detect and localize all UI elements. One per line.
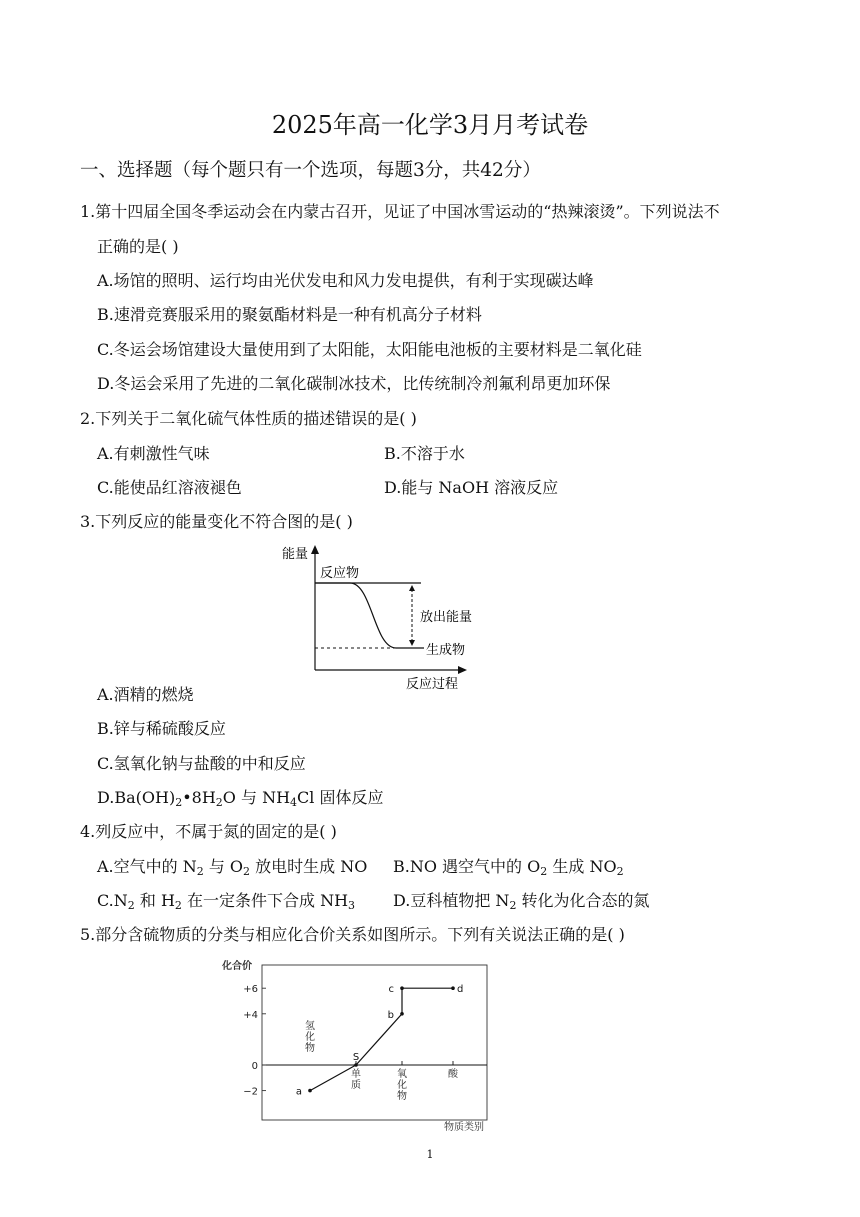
q4-option-b: B.NO 遇空气中的 $O_2$ 生成 $NO_2$	[393, 857, 624, 878]
product-label: 生成物	[426, 643, 466, 658]
energy-diagram	[278, 542, 478, 692]
point-label: S	[352, 1052, 360, 1063]
point-b	[400, 1012, 404, 1016]
category-label-char: 氧	[397, 1069, 407, 1080]
connector-line	[310, 1065, 356, 1091]
q1-option-a: A.场馆的照明、运行均由光伏发电和风力发电提供，有利于实现碳达峰	[97, 271, 594, 290]
q3-stem: 3.下列反应的能量变化不符合图的是( )	[80, 512, 353, 531]
q4-option-c: $C.N_2$ 和 $H_2$ 在一定条件下合成 $NH_3$	[97, 891, 356, 912]
point-label: b	[387, 1009, 394, 1021]
q2-option-d: D.能与 NaOH 溶液反应	[384, 478, 559, 497]
category-label-char: 化	[305, 1032, 315, 1043]
connector-line	[356, 1014, 402, 1065]
y-tick-label: −2	[243, 1086, 258, 1098]
point-c	[400, 986, 404, 990]
q2-option-a: A.有刺激性气味	[97, 444, 210, 463]
q3-option-b: B.锌与稀硫酸反应	[97, 719, 226, 738]
q1-option-b: B.速滑竞赛服采用的聚氨酯材料是一种有机高分子材料	[97, 305, 482, 324]
point-label: d	[457, 984, 464, 996]
category-axis-label: 物质类别	[444, 1122, 484, 1133]
q3-option-d: $D.Ba(OH)_2•8H_2O$ 与 $NH_4Cl$ 固体反应	[97, 788, 384, 809]
q1-option-d: D.冬运会采用了先进的二氧化碳制冰技术，比传统制冷剂氟利昂更加环保	[97, 374, 611, 393]
category-label-char: 物	[397, 1091, 407, 1102]
q4-stem: 4.列反应中，不属于氮的固定的是( )	[80, 822, 337, 841]
release-energy-label: 放出能量	[420, 610, 473, 625]
category-label-char: 物	[305, 1043, 315, 1054]
q3-option-a: A.酒精的燃烧	[97, 685, 194, 704]
reactant-label: 反应物	[320, 566, 360, 581]
page-number: 1	[426, 1148, 434, 1161]
q2-option-c: C.能使品红溶液褪色	[97, 478, 242, 497]
q4-option-a: A.空气中的 $N_2$ 与 $O_2$ 放电时生成 NO	[97, 857, 368, 878]
q2-stem: 2.下列关于二氧化硫气体性质的描述错误的是( )	[80, 409, 417, 428]
valence-category-diagram	[212, 955, 497, 1135]
point-d	[451, 986, 455, 990]
q1-stem-cont: 正确的是( )	[97, 237, 179, 256]
category-label-char: 化	[397, 1080, 407, 1091]
section-heading: 一、选择题（每个题只有一个选项，每题3分，共42分）	[80, 160, 541, 181]
energy-axis-label: 能量	[282, 547, 309, 562]
point-label: a	[295, 1086, 302, 1098]
q1-option-c: C.冬运会场馆建设大量使用到了太阳能，太阳能电池板的主要材料是二氧化硅	[97, 340, 642, 359]
point-label: c	[388, 984, 394, 996]
process-axis-label: 反应过程	[406, 677, 459, 692]
valence-axis-label: 化合价	[222, 961, 252, 972]
exam-title: 2025年高一化学3月月考试卷	[271, 111, 589, 139]
y-tick-label: +6	[243, 984, 258, 996]
category-label-char: 质	[351, 1080, 361, 1091]
q2-option-b: B.不溶于水	[384, 444, 465, 463]
q5-stem: 5.部分含硫物质的分类与相应化合价关系如图所示。下列有关说法正确的是( )	[80, 925, 625, 944]
y-tick-label: 0	[251, 1061, 258, 1072]
q3-option-c: C.氢氧化钠与盐酸的中和反应	[97, 754, 306, 773]
category-label-char: 单	[351, 1069, 361, 1080]
category-label-char: 氢	[305, 1021, 315, 1032]
point-a	[308, 1089, 312, 1093]
y-tick-label: +4	[243, 1009, 258, 1021]
category-label-char: 酸	[448, 1069, 458, 1080]
point-S	[354, 1063, 358, 1067]
q1-stem: 1.第十四届全国冬季运动会在内蒙古召开，见证了中国冰雪运动的“热辣滚烫”。下列说法不	[80, 202, 720, 221]
q4-option-d: D.豆科植物把 $N_2$ 转化为化合态的氮	[393, 891, 650, 912]
